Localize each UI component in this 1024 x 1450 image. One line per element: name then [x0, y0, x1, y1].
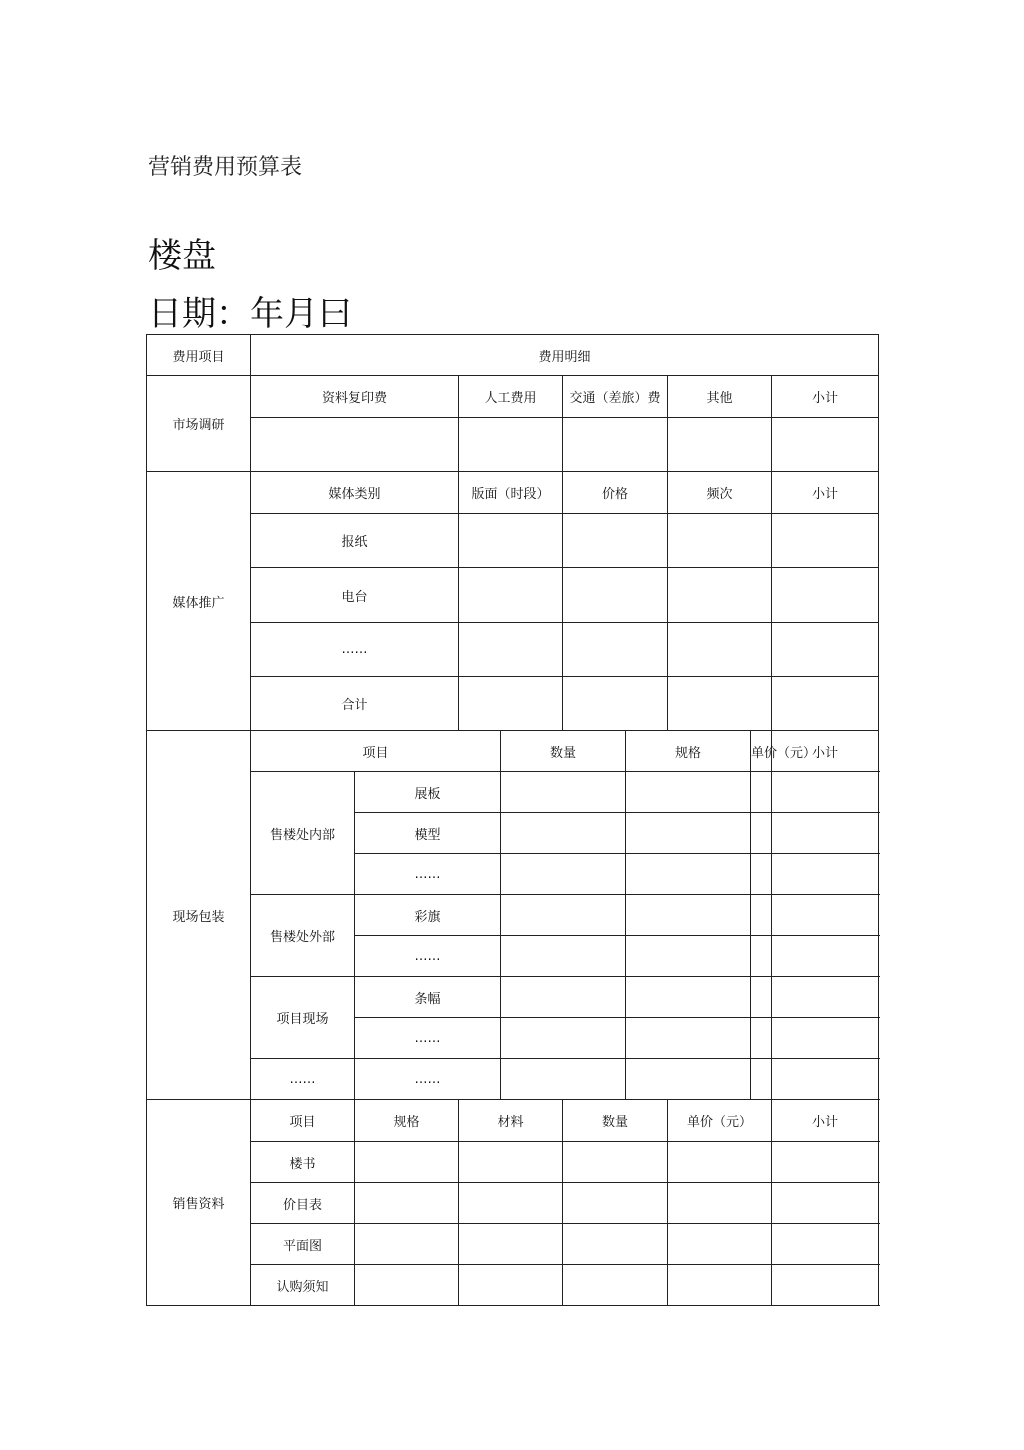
item-label: …… — [355, 854, 501, 895]
column-header: 频次 — [668, 472, 772, 514]
input-cell[interactable] — [563, 677, 668, 731]
input-cell[interactable] — [459, 418, 563, 472]
input-cell[interactable] — [772, 1018, 879, 1059]
input-cell[interactable] — [626, 854, 751, 895]
input-cell[interactable] — [355, 1183, 459, 1224]
input-cell[interactable] — [501, 977, 626, 1018]
column-header: 单价（元） — [668, 1100, 772, 1142]
input-cell[interactable] — [772, 1265, 879, 1306]
row-label: 价目表 — [251, 1183, 355, 1224]
column-header: 其他 — [668, 376, 772, 418]
input-cell[interactable] — [626, 813, 751, 854]
group-label: …… — [251, 1059, 355, 1100]
input-cell[interactable] — [501, 772, 626, 813]
group-label: 项目现场 — [251, 977, 355, 1059]
table-row — [147, 1265, 879, 1306]
table-row — [147, 895, 879, 936]
item-label: …… — [355, 1059, 501, 1100]
input-cell[interactable] — [563, 1265, 668, 1306]
item-label: 展板 — [355, 772, 501, 813]
input-cell[interactable] — [772, 1183, 879, 1224]
input-cell[interactable] — [563, 568, 668, 623]
column-header: 版面（时段） — [459, 472, 563, 514]
group-label: 售楼处内部 — [251, 772, 355, 895]
row-label: 电台 — [251, 568, 459, 623]
input-cell[interactable] — [772, 772, 879, 813]
table-row — [147, 1100, 879, 1142]
input-cell[interactable] — [751, 936, 772, 977]
header-cost-item: 费用项目 — [147, 335, 251, 376]
section-market-research: 市场调研 — [147, 376, 251, 472]
table-row — [147, 1224, 879, 1265]
input-cell[interactable] — [563, 623, 668, 677]
table-row — [147, 1142, 879, 1183]
item-label: 模型 — [355, 813, 501, 854]
date-label: 日期：年月曰 — [148, 294, 352, 334]
input-cell[interactable] — [459, 1265, 563, 1306]
input-cell[interactable] — [501, 1059, 626, 1100]
input-cell[interactable] — [751, 895, 772, 936]
column-header: 资料复印费 — [251, 376, 459, 418]
section-media-promotion: 媒体推广 — [147, 472, 251, 731]
table-row — [147, 731, 879, 772]
input-cell[interactable] — [668, 418, 772, 472]
input-cell[interactable] — [772, 514, 879, 568]
input-cell[interactable] — [751, 1059, 772, 1100]
table-row — [147, 472, 879, 514]
input-cell[interactable] — [751, 772, 772, 813]
input-cell[interactable] — [751, 813, 772, 854]
table-row — [147, 1059, 879, 1100]
input-cell[interactable] — [355, 1142, 459, 1183]
column-header: 数量 — [501, 731, 626, 772]
input-cell[interactable] — [751, 977, 772, 1018]
column-header: 材料 — [459, 1100, 563, 1142]
table-row — [147, 376, 879, 418]
table-row — [147, 514, 879, 568]
input-cell[interactable] — [626, 895, 751, 936]
section-sales-materials: 销售资料 — [147, 1100, 251, 1306]
row-label: 合计 — [251, 677, 459, 731]
input-cell[interactable] — [668, 1265, 772, 1306]
table-row — [147, 568, 879, 623]
item-label: 彩旗 — [355, 895, 501, 936]
input-cell[interactable] — [668, 568, 772, 623]
input-cell[interactable] — [355, 1224, 459, 1265]
input-cell[interactable] — [459, 623, 563, 677]
input-cell[interactable] — [459, 568, 563, 623]
input-cell[interactable] — [772, 977, 879, 1018]
input-cell[interactable] — [563, 1142, 668, 1183]
input-cell[interactable] — [501, 1018, 626, 1059]
column-header: 项目 — [251, 731, 501, 772]
input-cell[interactable] — [501, 936, 626, 977]
input-cell[interactable] — [501, 895, 626, 936]
table-row — [147, 677, 879, 731]
table-row — [147, 772, 879, 813]
column-header: 规格 — [355, 1100, 459, 1142]
input-cell[interactable] — [772, 623, 879, 677]
column-header: 小计 — [772, 376, 879, 418]
row-label: 认购须知 — [251, 1265, 355, 1306]
row-label: 平面图 — [251, 1224, 355, 1265]
input-cell[interactable] — [772, 568, 879, 623]
input-cell[interactable] — [459, 514, 563, 568]
input-cell[interactable] — [772, 1059, 879, 1100]
input-cell[interactable] — [772, 677, 879, 731]
budget-table — [146, 334, 879, 1306]
section-site-packaging: 现场包装 — [147, 731, 251, 1100]
table-row — [147, 418, 879, 472]
group-label: 售楼处外部 — [251, 895, 355, 977]
input-cell[interactable] — [459, 677, 563, 731]
column-header: 数量 — [563, 1100, 668, 1142]
input-cell[interactable] — [668, 514, 772, 568]
input-cell[interactable] — [355, 1265, 459, 1306]
input-cell[interactable] — [563, 418, 668, 472]
column-header: 媒体类别 — [251, 472, 459, 514]
header-cost-detail: 费用明细 — [251, 335, 879, 376]
item-label: …… — [355, 1018, 501, 1059]
column-header: 单价（元） — [751, 731, 772, 772]
table-row — [147, 1183, 879, 1224]
input-cell[interactable] — [501, 813, 626, 854]
row-label: 报纸 — [251, 514, 459, 568]
input-cell[interactable] — [626, 936, 751, 977]
input-cell[interactable] — [563, 1183, 668, 1224]
input-cell[interactable] — [563, 1224, 668, 1265]
input-cell[interactable] — [251, 418, 459, 472]
input-cell[interactable] — [668, 1183, 772, 1224]
input-cell[interactable] — [751, 1018, 772, 1059]
input-cell[interactable] — [501, 854, 626, 895]
column-header: 小计 — [772, 731, 879, 772]
input-cell[interactable] — [626, 977, 751, 1018]
column-header: 交通（差旅）费 — [563, 376, 668, 418]
input-cell[interactable] — [772, 854, 879, 895]
input-cell[interactable] — [668, 1142, 772, 1183]
input-cell[interactable] — [668, 677, 772, 731]
input-cell[interactable] — [772, 813, 879, 854]
column-header: 小计 — [772, 1100, 879, 1142]
column-header: 规格 — [626, 731, 751, 772]
input-cell[interactable] — [459, 1142, 563, 1183]
column-header: 价格 — [563, 472, 668, 514]
input-cell[interactable] — [626, 1018, 751, 1059]
input-cell[interactable] — [751, 854, 772, 895]
page-title: 营销费用预算表 — [148, 155, 303, 180]
input-cell[interactable] — [459, 1224, 563, 1265]
row-label: 楼书 — [251, 1142, 355, 1183]
table-row — [147, 623, 879, 677]
input-cell[interactable] — [626, 772, 751, 813]
item-label: …… — [355, 936, 501, 977]
input-cell[interactable] — [772, 895, 879, 936]
row-label: …… — [251, 623, 459, 677]
item-label: 条幅 — [355, 977, 501, 1018]
input-cell[interactable] — [459, 1183, 563, 1224]
input-cell[interactable] — [563, 514, 668, 568]
input-cell[interactable] — [772, 418, 879, 472]
column-header: 项目 — [251, 1100, 355, 1142]
column-header: 小计 — [772, 472, 879, 514]
table-row — [147, 977, 879, 1018]
input-cell[interactable] — [772, 1224, 879, 1265]
input-cell[interactable] — [772, 1142, 879, 1183]
input-cell[interactable] — [668, 623, 772, 677]
table-header-row — [147, 335, 879, 376]
property-label: 楼盘 — [148, 236, 216, 276]
input-cell[interactable] — [772, 936, 879, 977]
input-cell[interactable] — [626, 1059, 751, 1100]
input-cell[interactable] — [668, 1224, 772, 1265]
column-header: 人工费用 — [459, 376, 563, 418]
